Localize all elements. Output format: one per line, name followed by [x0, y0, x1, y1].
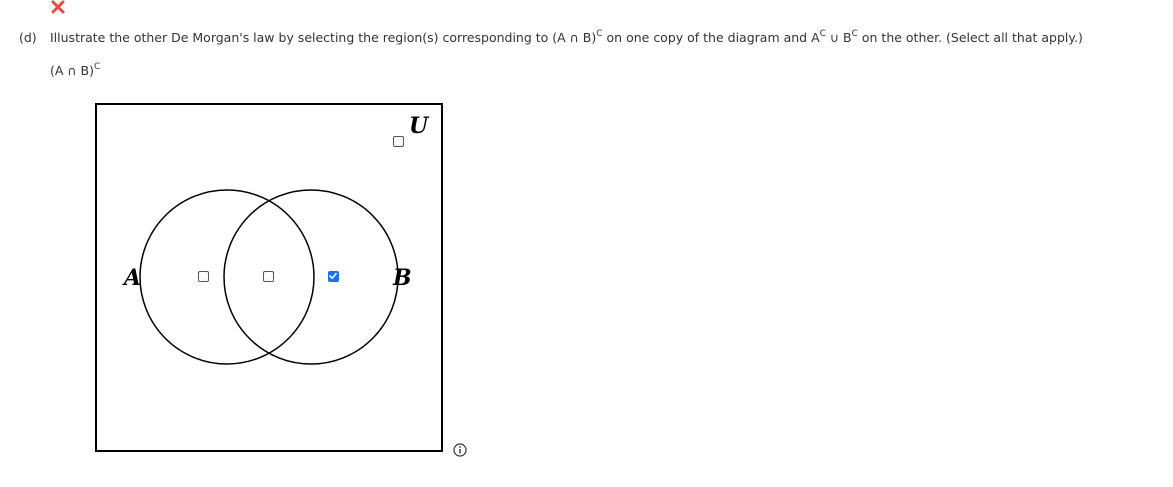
info-icon[interactable] — [453, 443, 467, 457]
x-mark-icon — [50, 0, 66, 14]
universe-label: U — [409, 113, 429, 139]
diagram-caption-sup: C — [93, 61, 101, 72]
region-outside-checkbox[interactable] — [393, 136, 404, 147]
question-text-2: on one copy of the diagram and A — [602, 30, 820, 45]
region-a-and-b-checkbox[interactable] — [263, 271, 274, 282]
set-b-label: B — [393, 265, 412, 291]
question-text — [19, 29, 1083, 47]
set-a-label: A — [124, 265, 142, 291]
region-a-only-checkbox[interactable] — [198, 271, 209, 282]
diagram-caption-text: (A ∩ B) — [50, 63, 94, 78]
complement-sup-3: C — [851, 28, 858, 39]
part-label: (d) — [19, 30, 37, 45]
question-text-1: Illustrate the other De Morgan's law by selecting the region(s) corresponding to (A ∩ B) — [50, 30, 597, 45]
question-text-3: ∪ B — [825, 30, 852, 45]
checkmark-icon — [329, 272, 337, 280]
complement-sup-1: C — [596, 28, 603, 39]
question-text-4: on the other. (Select all that apply.) — [857, 30, 1083, 45]
diagram-caption — [50, 62, 100, 80]
complement-sup-2: C — [819, 28, 826, 39]
region-b-only-checkbox[interactable] — [328, 271, 339, 282]
